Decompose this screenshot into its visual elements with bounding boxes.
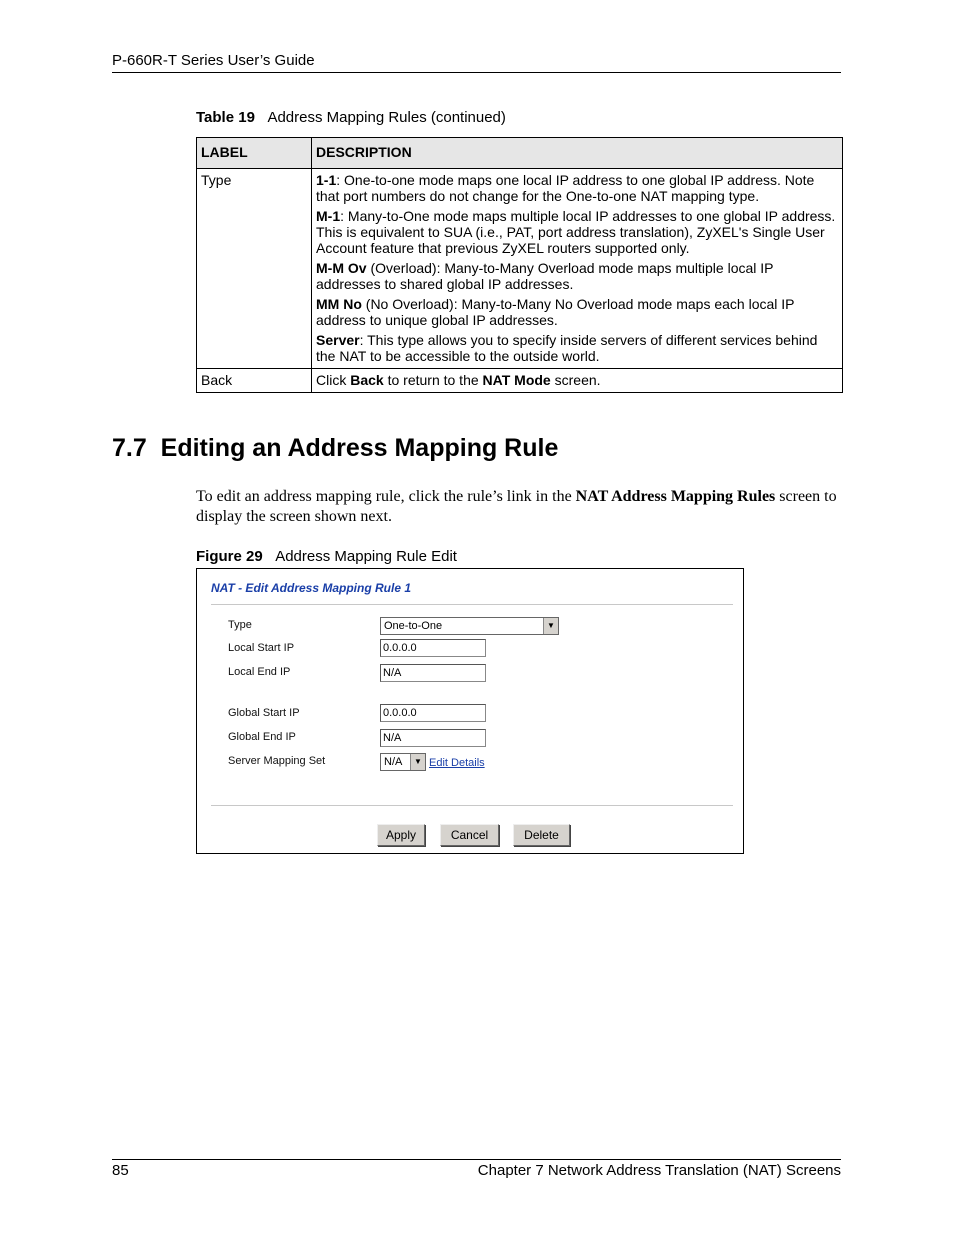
type-entry xyxy=(316,260,838,292)
edit-rule-screenshot xyxy=(196,568,744,854)
local-end-ip-label: Local End IP xyxy=(228,666,291,678)
local-start-ip-label: Local Start IP xyxy=(228,642,295,654)
table-header-row xyxy=(197,138,843,169)
body-text: screen to display the screen shown next. xyxy=(196,488,837,525)
type-text: : This type allows you to specify inside servers of different services behind the NAT to be accessible to the outside world. xyxy=(316,332,818,364)
server-mapping-set-label: Server Mapping Set xyxy=(228,755,326,767)
local-end-ip-input[interactable]: N/A xyxy=(380,664,486,682)
type-term: 1-1 xyxy=(316,172,337,188)
section-heading: 7.7 Editing an Address Mapping Rule xyxy=(112,434,559,462)
table-caption-number: Table 19 xyxy=(196,109,255,126)
type-text: : Many-to-One mode maps multiple local IP addresses to one global IP address. This is equivalent to SUA (i.e., PAT, port address translation), ZyXEL's Single User Account feature that previous ZyXEL routers supported only. xyxy=(316,208,836,256)
back-text: to return to the xyxy=(383,372,483,388)
row-description-type xyxy=(312,169,843,369)
type-select-value: One-to-One xyxy=(384,620,443,632)
local-start-ip-input[interactable]: 0.0.0.0 xyxy=(380,639,486,657)
type-select[interactable] xyxy=(380,617,559,635)
footer-rule xyxy=(112,1159,841,1160)
figure-caption xyxy=(196,548,457,565)
row-label-type: Type xyxy=(197,169,312,369)
type-entry xyxy=(316,208,838,256)
row-label-back: Back xyxy=(197,369,312,393)
nat-mode-term: NAT Mode xyxy=(482,372,551,388)
screen-title: NAT - Edit Address Mapping Rule 1 xyxy=(211,581,412,595)
global-end-ip-input[interactable]: N/A xyxy=(380,729,486,747)
figure-caption-number: Figure 29 xyxy=(196,548,263,565)
type-term: Server xyxy=(316,332,360,348)
global-start-ip-label: Global Start IP xyxy=(228,707,300,719)
type-text: (Overload): Many-to-Many Overload mode maps multiple local IP addresses to shared global IP addresses. xyxy=(316,260,774,292)
running-header: P-660R-T Series User’s Guide xyxy=(112,52,315,69)
table-row xyxy=(197,369,843,393)
figure-caption-text: Address Mapping Rule Edit xyxy=(275,548,457,565)
type-term: MM No xyxy=(316,296,362,312)
server-mapping-set-select[interactable] xyxy=(380,753,426,771)
table-row xyxy=(197,169,843,369)
cancel-button[interactable]: Cancel xyxy=(440,824,499,846)
type-entry xyxy=(316,296,838,328)
server-mapping-set-value: N/A xyxy=(384,756,403,768)
button-divider xyxy=(211,805,733,806)
global-end-ip-label: Global End IP xyxy=(228,731,296,743)
row-description-back xyxy=(312,369,843,393)
delete-button[interactable]: Delete xyxy=(513,824,570,846)
body-bold-term: NAT Address Mapping Rules xyxy=(575,488,776,505)
body-text: To edit an address mapping rule, click the rule’s link in the xyxy=(196,488,576,505)
type-label: Type xyxy=(228,619,252,631)
global-start-ip-input[interactable]: 0.0.0.0 xyxy=(380,704,486,722)
type-entry xyxy=(316,332,838,364)
column-header-label: LABEL xyxy=(197,138,312,169)
chevron-down-icon[interactable]: ▼ xyxy=(543,618,558,634)
edit-details-link[interactable]: Edit Details xyxy=(429,757,485,769)
header-rule xyxy=(112,72,841,73)
chapter-title: Chapter 7 Network Address Translation (NAT) Screens xyxy=(477,1162,841,1179)
back-text: Click xyxy=(316,372,351,388)
type-text: (No Overload): Many-to-Many No Overload mode maps each local IP address to unique global IP addresses. xyxy=(316,296,795,328)
back-text: screen. xyxy=(550,372,601,388)
type-entry xyxy=(316,172,838,204)
type-term: M-M Ov xyxy=(316,260,367,276)
section-body xyxy=(196,487,846,527)
column-header-description: DESCRIPTION xyxy=(312,138,843,169)
type-text: : One-to-one mode maps one local IP address to one global IP address. Note that port numbers do not change for the One-to-one NAT mapping type. xyxy=(316,172,815,204)
chevron-down-icon[interactable]: ▼ xyxy=(410,754,425,770)
address-mapping-rules-table xyxy=(196,137,843,393)
title-divider xyxy=(211,604,733,605)
apply-button[interactable]: Apply xyxy=(377,824,425,846)
type-term: M-1 xyxy=(316,208,341,224)
back-term: Back xyxy=(350,372,384,388)
table-caption xyxy=(196,109,506,126)
page-number: 85 xyxy=(112,1162,129,1179)
table-caption-text: Address Mapping Rules (continued) xyxy=(267,109,506,126)
